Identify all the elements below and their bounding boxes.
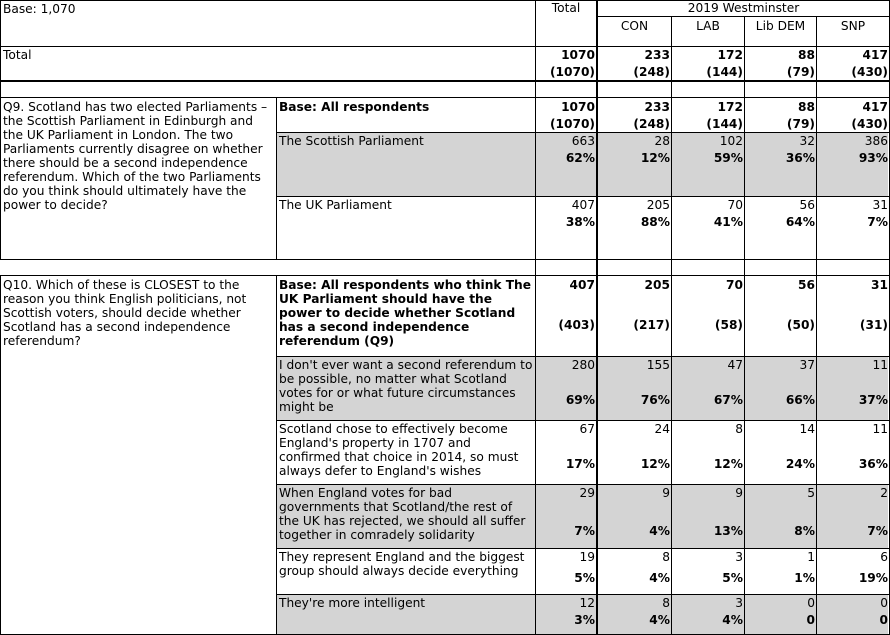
cell-q10-rows-1-counts-lab: 8 [735,422,743,436]
q10-row-label-1: I don't ever want a second referendum to be possible, no matter what Scotland votes for or what future circumstances might be [279,358,533,414]
cell-total_row-counts-con: 233 [644,48,670,62]
cell-total_row-counts-lab: 172 [717,48,743,62]
q9-row-label-uk-parliament: The UK Parliament [279,198,392,212]
libdem-col-header: Lib DEM [755,19,806,33]
cell-q10-rows-1-counts-con: 24 [654,422,670,436]
cell-q9-rows-0-counts-total: 663 [571,134,595,148]
cell-total_row-weighted-libdem: (79) [786,65,815,79]
grid-total-left [535,0,536,635]
cell-q9-rows-0-pcts-lab: 59% [713,151,743,165]
cell-q10-rows-4-counts-libdem: 0 [807,596,815,610]
q10-base-label: Base: All respondents who think The UK Parliament should have the power to decide whether Scotland has a second independence referendum (Q9) [279,278,531,348]
cell-q9-rows-0-counts-libdem: 32 [799,134,815,148]
cell-q10-base_weighted-total: (403) [558,318,595,332]
q10-question: Q10. Which of these is CLOSEST to the reason you think English politicians, not Scottish voters, should decide whether Scotland has a second independence referendum? [3,278,247,348]
cell-q10-base_counts-total: 407 [569,278,595,292]
cell-q10-rows-3-pcts-con: 4% [649,571,670,585]
cell-q10-base_weighted-libdem: (50) [786,318,815,332]
cell-q10-rows-1-pcts-total: 17% [565,457,595,471]
cell-q9-base_counts-snp: 417 [862,100,888,114]
base-label: Base: 1,070 [3,2,76,16]
cell-q10-rows-1-pcts-lab: 12% [713,457,743,471]
cell-q9-rows-1-counts-libdem: 56 [799,198,815,212]
cell-q9-rows-1-pcts-snp: 7% [867,215,888,229]
cell-q10-rows-3-pcts-snp: 19% [858,571,888,585]
q9-row-label-scottish-parliament: The Scottish Parliament [279,134,424,148]
cell-q10-rows-0-counts-con: 155 [646,358,670,372]
cell-q10-rows-4-counts-total: 12 [579,596,595,610]
cell-q10-rows-1-pcts-snp: 36% [858,457,888,471]
cell-q10-rows-2-counts-total: 29 [579,486,595,500]
cell-q10-rows-1-counts-libdem: 14 [799,422,815,436]
q10-row-label-3: When England votes for bad governments that Scotland/the rest of the UK has rejected, we should all suffer together in comradely solidarity [279,486,526,542]
cell-q10-rows-1-counts-total: 67 [579,422,595,436]
cell-total_row-weighted-total: (1070) [549,65,595,79]
snp-col-header: SNP [840,19,866,33]
cell-q10-base_counts-snp: 31 [871,278,888,292]
cell-q10-rows-0-pcts-snp: 37% [858,393,888,407]
cell-q10-rows-1-counts-snp: 11 [872,422,888,436]
cell-q9-base_weighted-con: (248) [633,117,670,131]
cell-total_row-weighted-lab: (144) [706,65,743,79]
total-col-header: Total [551,1,581,15]
q9-question: Q9. Scotland has two elected Parliaments – the Scottish Parliament in Edinburgh and the UK Parliament in London. The two Parliaments currently disagree on whether there should be a second independence referendum. Which of the two Parliaments do you think should ultimately have the power to decide? [3,100,268,212]
cell-q10-rows-2-counts-snp: 2 [880,486,888,500]
q9-base-label: Base: All respondents [279,100,430,114]
cell-q10-rows-2-pcts-total: 7% [574,524,595,538]
cell-q9-rows-1-counts-total: 407 [571,198,595,212]
cell-q10-base_counts-con: 205 [644,278,670,292]
cell-q9-rows-0-pcts-total: 62% [565,151,595,165]
cell-q10-rows-2-pcts-libdem: 8% [794,524,815,538]
cell-q9-base_weighted-lab: (144) [706,117,743,131]
cell-q10-rows-1-pcts-con: 12% [640,457,670,471]
cell-q10-rows-4-counts-con: 8 [662,596,670,610]
cell-q10-base_weighted-snp: (31) [859,318,888,332]
cell-q10-rows-0-counts-lab: 47 [727,358,743,372]
cell-q10-rows-2-counts-con: 9 [662,486,670,500]
cell-q10-base_counts-lab: 70 [726,278,743,292]
cell-q9-rows-0-pcts-con: 12% [640,151,670,165]
cell-q10-rows-4-pcts-libdem: 0 [806,613,815,627]
cell-q10-rows-4-counts-lab: 3 [735,596,743,610]
cell-q10-rows-2-pcts-snp: 7% [867,524,888,538]
grid-spacer2-bottom [0,275,890,276]
q10-row-label-2: Scotland chose to effectively become England's property in 1707 and confirmed that choice in 2014, so must always defer to England's wishes [279,422,519,478]
grid-q9-bottom [0,259,890,260]
cell-q10-base_weighted-con: (217) [633,318,670,332]
cell-q10-rows-0-counts-total: 280 [571,358,595,372]
cell-q9-rows-1-pcts-con: 88% [640,215,670,229]
cell-q9-rows-1-counts-snp: 31 [872,198,888,212]
cell-q10-rows-2-counts-libdem: 5 [807,486,815,500]
cell-q10-rows-4-pcts-total: 3% [574,613,595,627]
cell-q10-rows-2-counts-lab: 9 [735,486,743,500]
cell-q9-rows-1-pcts-lab: 41% [713,215,743,229]
grid-libdem-right [816,16,817,635]
cell-q10-rows-2-pcts-con: 4% [649,524,670,538]
grid-lab-right [744,16,745,635]
cell-q10-rows-4-counts-snp: 0 [880,596,888,610]
cell-total_row-counts-snp: 417 [862,48,888,62]
grid-total-right [596,0,598,635]
cell-q10-rows-3-pcts-total: 5% [574,571,595,585]
cell-q10-rows-4-pcts-con: 4% [649,613,670,627]
cell-q10-rows-0-counts-libdem: 37 [799,358,815,372]
cell-q10-rows-3-counts-snp: 6 [880,550,888,564]
cell-q9-base_weighted-snp: (430) [851,117,888,131]
total-row-label: Total [3,48,32,62]
cell-q9-base_weighted-libdem: (79) [786,117,815,131]
q10-row-label-4: They represent England and the biggest group should always decide everything [279,550,525,578]
cell-q9-base_counts-con: 233 [644,100,670,114]
cell-q10-rows-3-counts-libdem: 1 [807,550,815,564]
cell-q10-rows-0-pcts-libdem: 66% [785,393,815,407]
cell-q10-rows-0-pcts-total: 69% [565,393,595,407]
cell-q10-base_counts-libdem: 56 [798,278,815,292]
cell-q9-rows-0-counts-con: 28 [654,134,670,148]
grid-con-right [671,16,672,635]
cell-q9-rows-1-counts-lab: 70 [727,198,743,212]
cell-q9-base_weighted-total: (1070) [549,117,595,131]
con-col-header: CON [620,19,649,33]
cell-q9-rows-1-pcts-libdem: 64% [785,215,815,229]
cell-total_row-weighted-con: (248) [633,65,670,79]
westminster-group-header: 2019 Westminster [687,1,800,15]
q10-row-label-5: They're more intelligent [279,596,426,610]
grid-total-bottom [0,80,890,82]
cell-q10-rows-3-counts-total: 19 [579,550,595,564]
cell-q9-base_counts-lab: 172 [717,100,743,114]
grid-spacer1-bottom [0,97,890,98]
cell-q9-rows-0-pcts-libdem: 36% [785,151,815,165]
cell-q9-rows-0-counts-snp: 386 [864,134,888,148]
cell-q10-rows-3-counts-lab: 3 [735,550,743,564]
cell-q10-rows-2-pcts-lab: 13% [713,524,743,538]
cell-q10-rows-4-pcts-lab: 4% [722,613,743,627]
cell-q9-rows-1-counts-con: 205 [646,198,670,212]
grid-label-divider-q9 [276,97,277,260]
cell-q10-rows-0-counts-snp: 11 [872,358,888,372]
lab-col-header: LAB [696,19,720,33]
cell-q10-rows-4-pcts-snp: 0 [879,613,888,627]
cell-q10-base_weighted-lab: (58) [714,318,743,332]
cell-q9-base_counts-total: 1070 [561,100,595,114]
cell-q10-rows-0-pcts-lab: 67% [713,393,743,407]
cell-q9-rows-0-pcts-snp: 93% [858,151,888,165]
cell-q9-rows-0-counts-lab: 102 [719,134,743,148]
cell-q9-rows-1-pcts-total: 38% [565,215,595,229]
cell-q10-rows-3-pcts-lab: 5% [722,571,743,585]
cell-q10-rows-1-pcts-libdem: 24% [785,457,815,471]
cell-q10-rows-3-counts-con: 8 [662,550,670,564]
cell-total_row-weighted-snp: (430) [851,65,888,79]
cell-q10-rows-3-pcts-libdem: 1% [794,571,815,585]
cell-q10-rows-0-pcts-con: 76% [640,393,670,407]
cell-q9-base_counts-libdem: 88 [798,100,815,114]
cell-total_row-counts-libdem: 88 [798,48,815,62]
cell-total_row-counts-total: 1070 [561,48,595,62]
